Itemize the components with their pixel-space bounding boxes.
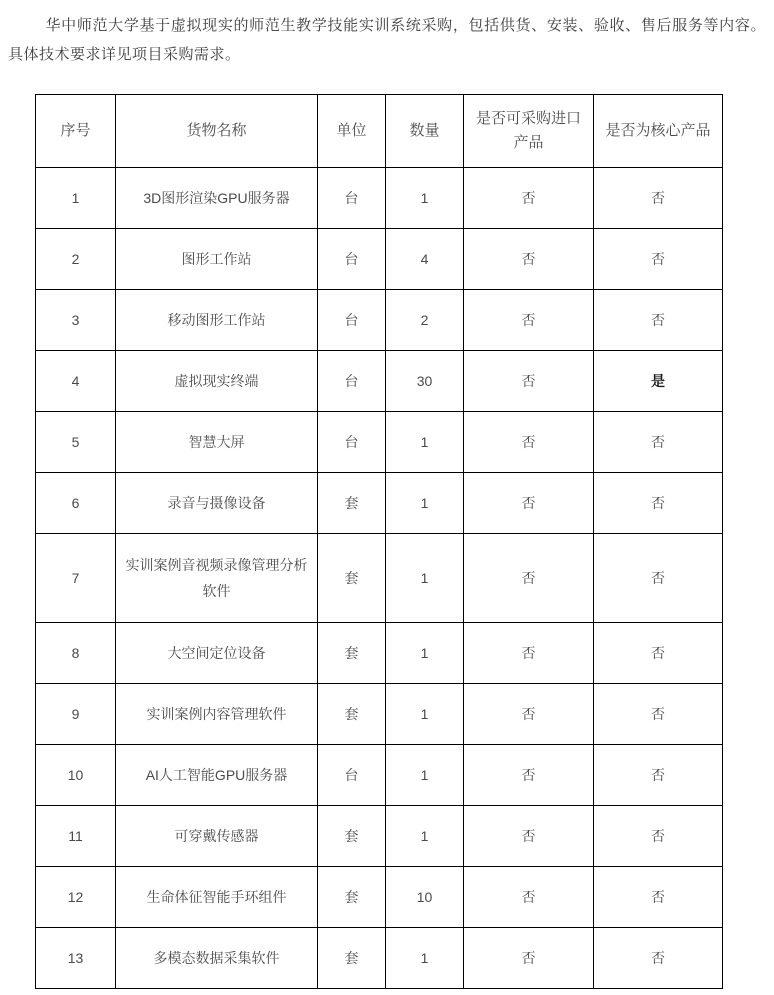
- cell-import: 否: [464, 534, 594, 623]
- cell-import: 否: [464, 168, 594, 229]
- table-row: [36, 351, 723, 412]
- table-row: [36, 534, 723, 623]
- cell-core: 否: [594, 168, 723, 229]
- table-row: [36, 168, 723, 229]
- cell-name: 图形工作站: [116, 229, 318, 290]
- cell-core: 否: [594, 684, 723, 745]
- cell-name: AI人工智能GPU服务器: [116, 745, 318, 806]
- cell-core: 否: [594, 412, 723, 473]
- col-header-core: 是否为核心产品: [594, 95, 723, 168]
- col-header-import: 是否可采购进口产品: [464, 95, 594, 168]
- cell-import: 否: [464, 473, 594, 534]
- table-row: [36, 412, 723, 473]
- cell-unit: 套: [318, 867, 386, 928]
- cell-qty: 1: [386, 806, 464, 867]
- cell-seq: 10: [36, 745, 116, 806]
- cell-qty: 1: [386, 745, 464, 806]
- cell-core: 否: [594, 623, 723, 684]
- cell-name: 录音与摄像设备: [116, 473, 318, 534]
- cell-qty: 1: [386, 928, 464, 989]
- cell-import: 否: [464, 684, 594, 745]
- cell-unit: 套: [318, 623, 386, 684]
- cell-name: 大空间定位设备: [116, 623, 318, 684]
- table-row: [36, 473, 723, 534]
- table-row: [36, 806, 723, 867]
- table-row: [36, 229, 723, 290]
- cell-core: 否: [594, 290, 723, 351]
- cell-name: 3D图形渲染GPU服务器: [116, 168, 318, 229]
- cell-qty: 1: [386, 473, 464, 534]
- cell-unit: 套: [318, 684, 386, 745]
- table-row: [36, 684, 723, 745]
- cell-core: 否: [594, 745, 723, 806]
- cell-name: 可穿戴传感器: [116, 806, 318, 867]
- cell-unit: 台: [318, 745, 386, 806]
- cell-import: 否: [464, 229, 594, 290]
- cell-name: 实训案例音视频录像管理分析软件: [116, 534, 318, 623]
- cell-unit: 套: [318, 473, 386, 534]
- cell-seq: 3: [36, 290, 116, 351]
- cell-name: 虚拟现实终端: [116, 351, 318, 412]
- cell-unit: 台: [318, 168, 386, 229]
- cell-qty: 1: [386, 534, 464, 623]
- cell-unit: 台: [318, 290, 386, 351]
- cell-seq: 2: [36, 229, 116, 290]
- header-row: [36, 95, 723, 168]
- cell-seq: 11: [36, 806, 116, 867]
- cell-import: 否: [464, 351, 594, 412]
- table-row: [36, 928, 723, 989]
- col-header-unit: 单位: [318, 95, 386, 168]
- cell-name: 多模态数据采集软件: [116, 928, 318, 989]
- cell-core: 是: [594, 351, 723, 412]
- cell-core: 否: [594, 473, 723, 534]
- cell-core: 否: [594, 867, 723, 928]
- cell-seq: 13: [36, 928, 116, 989]
- col-header-name: 货物名称: [116, 95, 318, 168]
- cell-import: 否: [464, 928, 594, 989]
- col-header-seq: 序号: [36, 95, 116, 168]
- cell-qty: 1: [386, 168, 464, 229]
- cell-core: 否: [594, 229, 723, 290]
- cell-import: 否: [464, 412, 594, 473]
- cell-import: 否: [464, 290, 594, 351]
- cell-qty: 1: [386, 623, 464, 684]
- cell-unit: 台: [318, 229, 386, 290]
- table-row: [36, 623, 723, 684]
- cell-name: 生命体征智能手环组件: [116, 867, 318, 928]
- cell-core: 否: [594, 806, 723, 867]
- cell-seq: 6: [36, 473, 116, 534]
- cell-import: 否: [464, 745, 594, 806]
- goods-table-body: [36, 168, 723, 989]
- cell-unit: 台: [318, 351, 386, 412]
- cell-seq: 12: [36, 867, 116, 928]
- goods-table-header: [36, 95, 723, 168]
- cell-qty: 10: [386, 867, 464, 928]
- cell-seq: 4: [36, 351, 116, 412]
- cell-unit: 套: [318, 806, 386, 867]
- cell-name: 智慧大屏: [116, 412, 318, 473]
- cell-name: 实训案例内容管理软件: [116, 684, 318, 745]
- cell-core: 否: [594, 534, 723, 623]
- cell-unit: 套: [318, 534, 386, 623]
- cell-seq: 9: [36, 684, 116, 745]
- cell-import: 否: [464, 806, 594, 867]
- cell-import: 否: [464, 623, 594, 684]
- cell-qty: 30: [386, 351, 464, 412]
- goods-table: [35, 94, 723, 989]
- table-row: [36, 745, 723, 806]
- col-header-qty: 数量: [386, 95, 464, 168]
- intro-paragraph: 华中师范大学基于虚拟现实的师范生教学技能实训系统采购，包括供货、安装、验收、售后服务等内容。具体技术要求详见项目采购需求。: [8, 17, 766, 63]
- cell-name: 移动图形工作站: [116, 290, 318, 351]
- cell-seq: 7: [36, 534, 116, 623]
- cell-qty: 1: [386, 684, 464, 745]
- cell-unit: 台: [318, 412, 386, 473]
- cell-seq: 5: [36, 412, 116, 473]
- cell-qty: 2: [386, 290, 464, 351]
- cell-core: 否: [594, 928, 723, 989]
- cell-qty: 4: [386, 229, 464, 290]
- cell-qty: 1: [386, 412, 464, 473]
- table-row: [36, 867, 723, 928]
- cell-seq: 8: [36, 623, 116, 684]
- cell-import: 否: [464, 867, 594, 928]
- cell-seq: 1: [36, 168, 116, 229]
- table-row: [36, 290, 723, 351]
- cell-unit: 套: [318, 928, 386, 989]
